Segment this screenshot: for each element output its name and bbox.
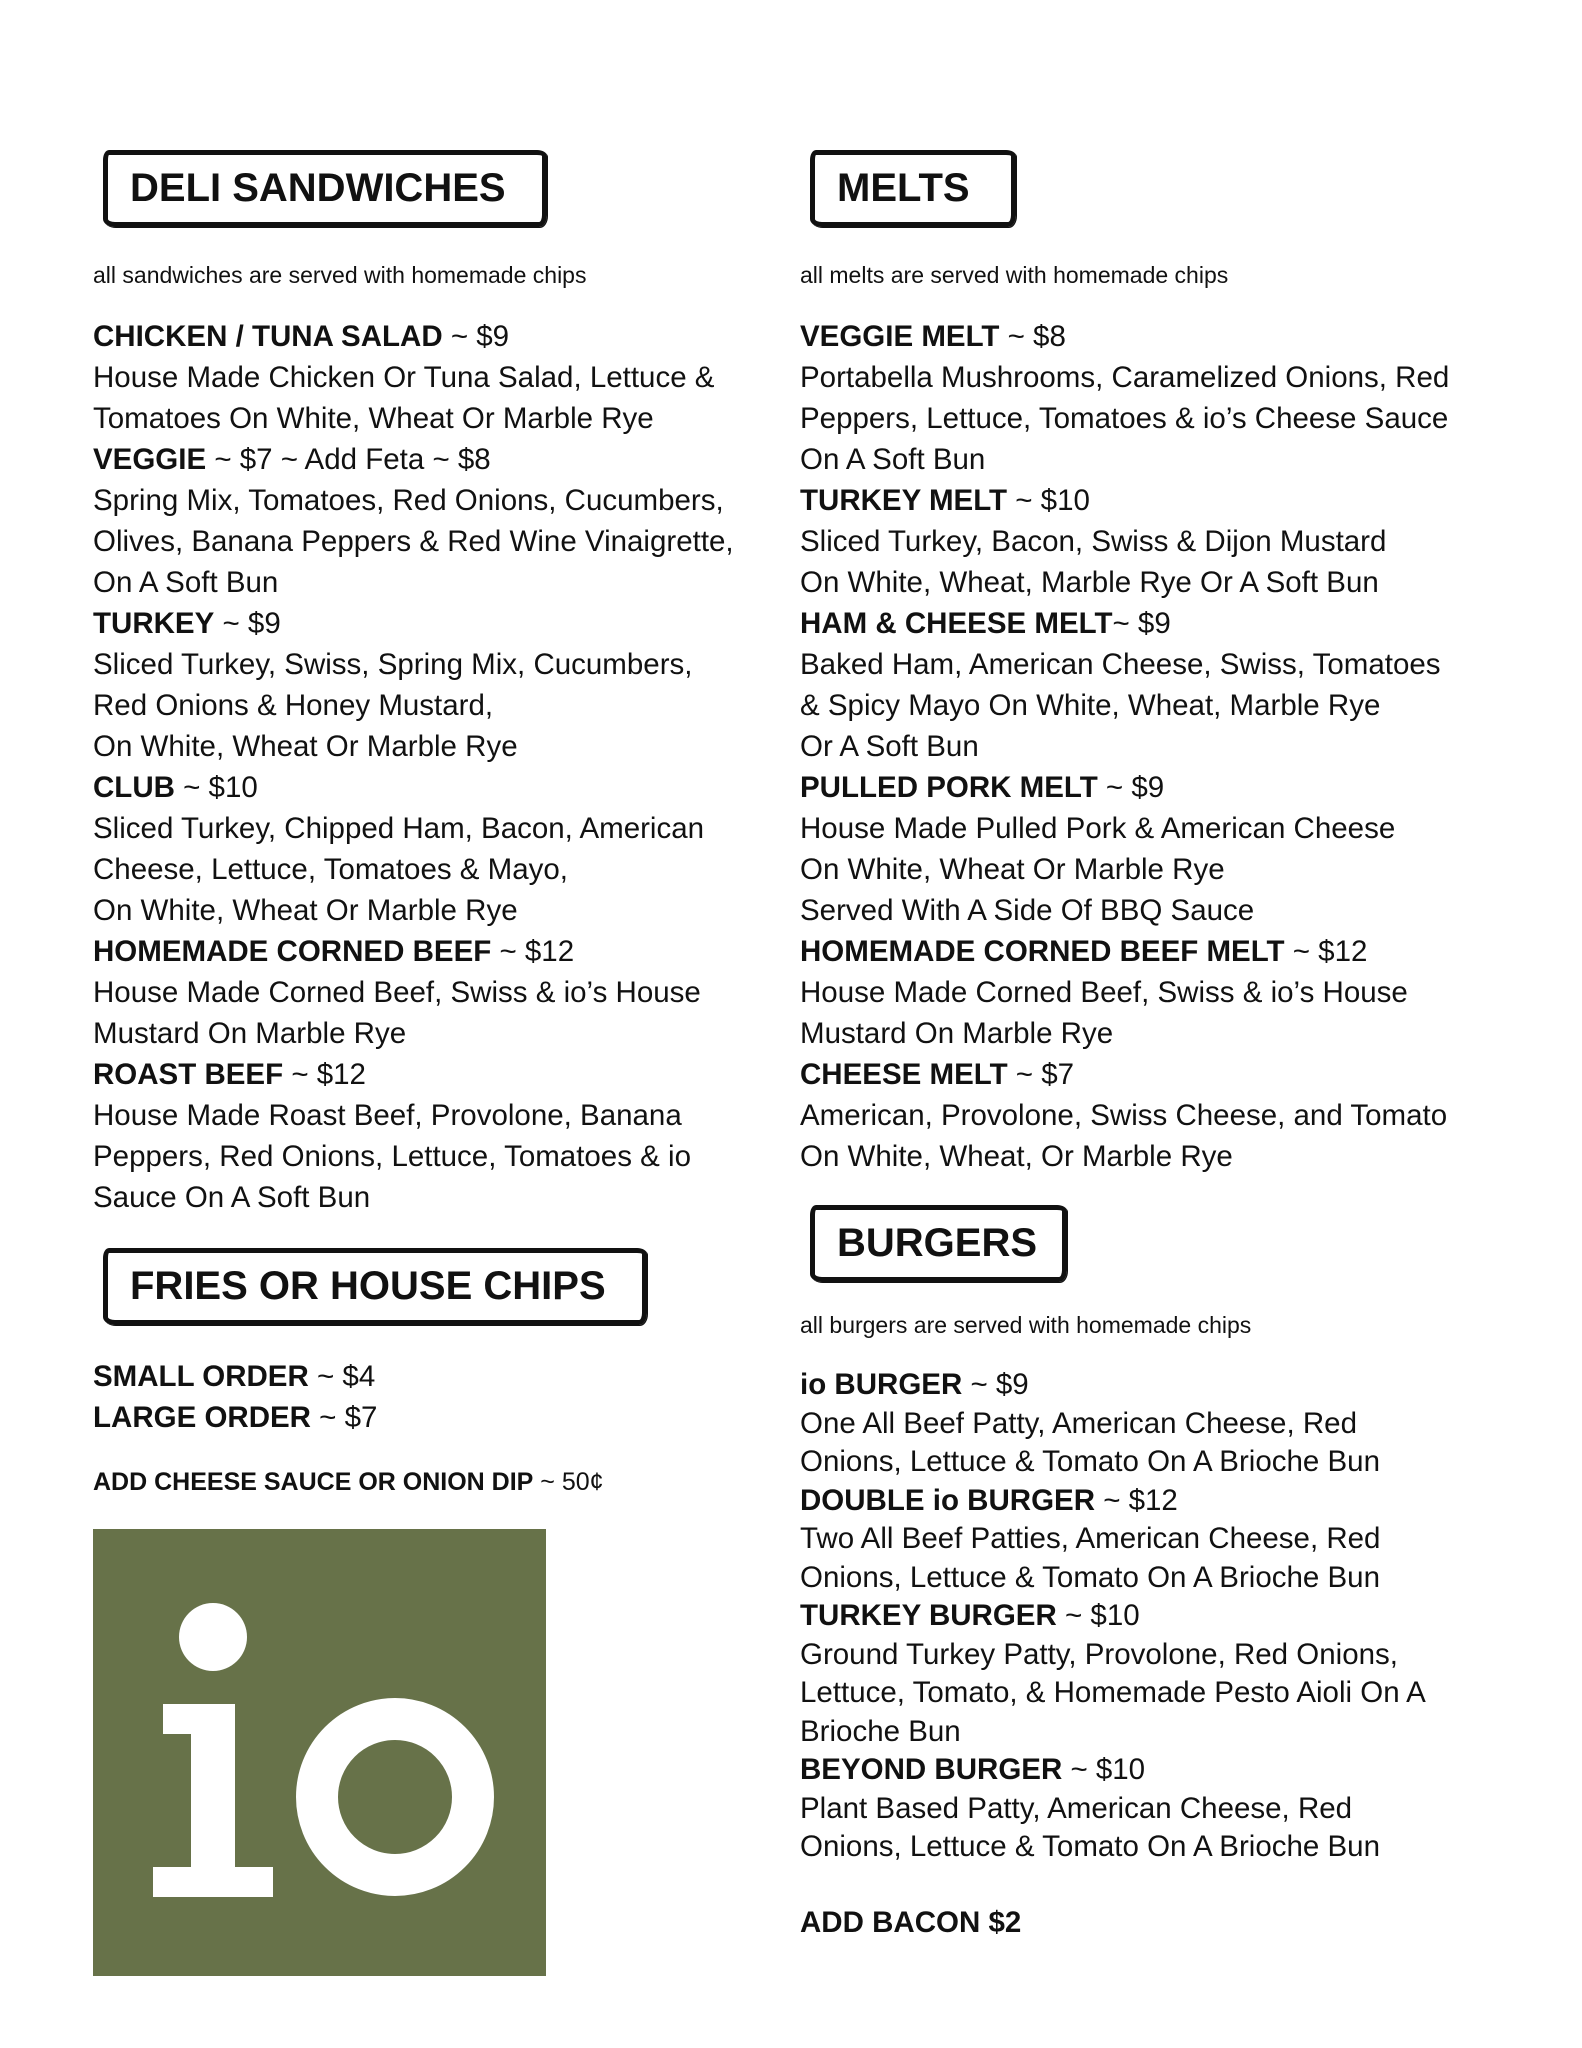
melts-heading xyxy=(810,150,1016,227)
fries-item-name: LARGE ORDER xyxy=(93,1401,311,1434)
melts-item-name: CHEESE MELT xyxy=(800,1058,1008,1091)
burgers-item-price: ~ $10 xyxy=(1056,1599,1140,1632)
melts-item-description: House Made Corned Beef, Swiss & io’s House xyxy=(800,976,1408,1009)
melts-item-price: ~ $9 xyxy=(1097,771,1165,804)
melts-item-description: Peppers, Lettuce, Tomatoes & io’s Cheese Sauce xyxy=(800,402,1449,435)
deli-item-description: House Made Roast Beef, Provolone, Banana xyxy=(93,1099,682,1132)
burgers-item-title xyxy=(800,1366,1426,1405)
deli-item-description: Peppers, Red Onions, Lettuce, Tomatoes & io xyxy=(93,1140,691,1173)
melts-item-price: ~ $8 xyxy=(999,320,1066,353)
burgers-item-description: Onions, Lettuce & Tomato On A Brioche Bun xyxy=(800,1830,1380,1863)
fries-item-title xyxy=(93,1356,377,1397)
deli-item-name: HOMEMADE CORNED BEEF xyxy=(93,935,492,968)
deli-item-description: On White, Wheat Or Marble Rye xyxy=(93,730,518,763)
burgers-item-title xyxy=(800,1482,1426,1521)
burgers-item-name: DOUBLE io BURGER xyxy=(800,1483,1095,1517)
deli-item-title xyxy=(93,1054,734,1095)
melts-subtitle: all melts are served with homemade chips xyxy=(800,262,1229,288)
fries-item-name: SMALL ORDER xyxy=(93,1360,309,1393)
burgers-item-name: io BURGER xyxy=(800,1368,963,1401)
fries-item-title xyxy=(93,1397,377,1438)
deli-item-title xyxy=(93,931,734,972)
fries-addon xyxy=(93,1468,604,1497)
melts-item-description: House Made Pulled Pork & American Cheese xyxy=(800,812,1396,845)
deli-item-price: ~ $9 xyxy=(442,320,510,353)
melts-item-price: ~ $7 xyxy=(1007,1058,1075,1091)
melts-item-description: Portabella Mushrooms, Caramelized Onions, Red xyxy=(800,361,1450,394)
burgers-item-title xyxy=(800,1597,1426,1636)
deli-item-name: CLUB xyxy=(93,771,175,804)
deli-item-name: CHICKEN / TUNA SALAD xyxy=(93,320,443,353)
melts-item-description: On A Soft Bun xyxy=(800,443,986,476)
melts-item-price: ~ $12 xyxy=(1284,935,1368,968)
deli-item-description: Olives, Banana Peppers & Red Wine Vinaigrette, xyxy=(93,525,734,558)
melts-item-name: PULLED PORK MELT xyxy=(800,771,1098,804)
deli-item-description: Red Onions & Honey Mustard, xyxy=(93,689,494,722)
deli-item-description: House Made Chicken Or Tuna Salad, Lettuce & xyxy=(93,361,715,394)
melts-item-description: Mustard On Marble Rye xyxy=(800,1017,1114,1050)
melts-item-description: On White, Wheat, Or Marble Rye xyxy=(800,1140,1233,1173)
deli-item-description: Sliced Turkey, Swiss, Spring Mix, Cucumbers, xyxy=(93,648,693,681)
melts-item-description: Served With A Side Of BBQ Sauce xyxy=(800,894,1255,927)
melts-item-title xyxy=(800,480,1449,521)
melts-item-title xyxy=(800,316,1449,357)
melts-item-price: ~ $9 xyxy=(1112,607,1171,640)
burgers-item-description: Lettuce, Tomato, & Homemade Pesto Aioli On A xyxy=(800,1676,1426,1709)
burgers-item-price: ~ $9 xyxy=(962,1368,1029,1401)
burgers-item-price: ~ $10 xyxy=(1062,1753,1146,1786)
melts-item-name: VEGGIE MELT xyxy=(800,320,1000,353)
melts-item-description: Baked Ham, American Cheese, Swiss, Tomatoes xyxy=(800,648,1441,681)
melts-heading-text: MELTS xyxy=(837,166,970,210)
deli-item-description: Cheese, Lettuce, Tomatoes & Mayo, xyxy=(93,853,568,886)
deli-subtitle: all sandwiches are served with homemade chips xyxy=(93,262,587,288)
fries-item-price: ~ $4 xyxy=(308,1360,376,1393)
deli-item-description: Mustard On Marble Rye xyxy=(93,1017,407,1050)
deli-item-list xyxy=(93,316,734,1218)
melts-item-description: American, Provolone, Swiss Cheese, and Tomato xyxy=(800,1099,1448,1132)
fries-addon-name: ADD CHEESE SAUCE OR ONION DIP xyxy=(93,1468,534,1496)
fries-heading-text: FRIES OR HOUSE CHIPS xyxy=(130,1264,606,1308)
burgers-item-description: Onions, Lettuce & Tomato On A Brioche Bun xyxy=(800,1445,1380,1478)
melts-item-title xyxy=(800,603,1449,644)
deli-item-title xyxy=(93,439,734,480)
deli-sandwiches-heading xyxy=(103,150,547,227)
melts-item-title xyxy=(800,931,1449,972)
burgers-item-name: BEYOND BURGER xyxy=(800,1753,1063,1786)
burgers-item-description: Ground Turkey Patty, Provolone, Red Onions, xyxy=(800,1637,1398,1671)
melts-item-title xyxy=(800,1054,1449,1095)
io-logo xyxy=(93,1529,546,1976)
melts-item-description: & Spicy Mayo On White, Wheat, Marble Rye xyxy=(800,689,1381,722)
deli-item-name: TURKEY xyxy=(93,607,215,640)
deli-item-title xyxy=(93,316,734,357)
melts-item-list xyxy=(800,316,1449,1177)
deli-item-price: ~ $10 xyxy=(174,771,258,804)
burgers-addon-text: ADD BACON $2 xyxy=(800,1906,1022,1939)
deli-item-description: Tomatoes On White, Wheat Or Marble Rye xyxy=(93,402,654,435)
deli-item-name: VEGGIE xyxy=(93,443,207,476)
burgers-item-list xyxy=(800,1366,1426,1867)
melts-item-description: Or A Soft Bun xyxy=(800,730,979,763)
burgers-item-price: ~ $12 xyxy=(1095,1483,1178,1517)
burgers-item-description: Two All Beef Patties, American Cheese, Red xyxy=(800,1522,1381,1555)
deli-item-price: ~ $7 ~ Add Feta ~ $8 xyxy=(206,443,491,476)
fries-heading xyxy=(103,1248,647,1325)
melts-item-name: TURKEY MELT xyxy=(800,484,1008,517)
burgers-item-title xyxy=(800,1751,1426,1790)
fries-item-price: ~ $7 xyxy=(310,1401,378,1434)
fries-item-list xyxy=(93,1356,377,1438)
burgers-item-description: Onions, Lettuce & Tomato On A Brioche Bun xyxy=(800,1560,1380,1594)
fries-addon-price: ~ 50¢ xyxy=(533,1468,604,1496)
io-logo-mark xyxy=(93,1529,546,1976)
deli-heading-text: DELI SANDWICHES xyxy=(130,166,506,210)
burgers-subtitle: all burgers are served with homemade chips xyxy=(800,1312,1252,1338)
melts-item-description: On White, Wheat, Marble Rye Or A Soft Bun xyxy=(800,566,1379,599)
melts-item-title xyxy=(800,767,1449,808)
burgers-heading xyxy=(810,1205,1067,1282)
burgers-heading-text: BURGERS xyxy=(837,1221,1038,1265)
burgers-item-name: TURKEY BURGER xyxy=(800,1599,1057,1632)
deli-item-description: House Made Corned Beef, Swiss & io’s House xyxy=(93,976,701,1009)
deli-item-name: ROAST BEEF xyxy=(93,1058,284,1091)
deli-item-title xyxy=(93,603,734,644)
burgers-item-description: Plant Based Patty, American Cheese, Red xyxy=(800,1791,1353,1825)
melts-item-price: ~ $10 xyxy=(1007,484,1090,517)
burgers-addon xyxy=(800,1906,1021,1940)
deli-item-description: On A Soft Bun xyxy=(93,566,279,599)
deli-item-title xyxy=(93,767,734,808)
deli-item-price: ~ $9 xyxy=(214,607,281,640)
melts-item-description: On White, Wheat Or Marble Rye xyxy=(800,853,1225,886)
deli-item-description: On White, Wheat Or Marble Rye xyxy=(93,894,518,927)
melts-item-name: HAM & CHEESE MELT xyxy=(800,607,1113,640)
melts-item-description: Sliced Turkey, Bacon, Swiss & Dijon Mustard xyxy=(800,525,1387,558)
burgers-item-description: One All Beef Patty, American Cheese, Red xyxy=(800,1406,1357,1440)
deli-item-price: ~ $12 xyxy=(283,1058,366,1091)
deli-item-description: Sauce On A Soft Bun xyxy=(93,1181,371,1214)
melts-item-name: HOMEMADE CORNED BEEF MELT xyxy=(800,935,1285,968)
deli-item-price: ~ $12 xyxy=(491,935,575,968)
deli-item-description: Sliced Turkey, Chipped Ham, Bacon, American xyxy=(93,812,705,845)
deli-item-description: Spring Mix, Tomatoes, Red Onions, Cucumbers, xyxy=(93,484,724,517)
burgers-item-description: Brioche Bun xyxy=(800,1714,961,1748)
